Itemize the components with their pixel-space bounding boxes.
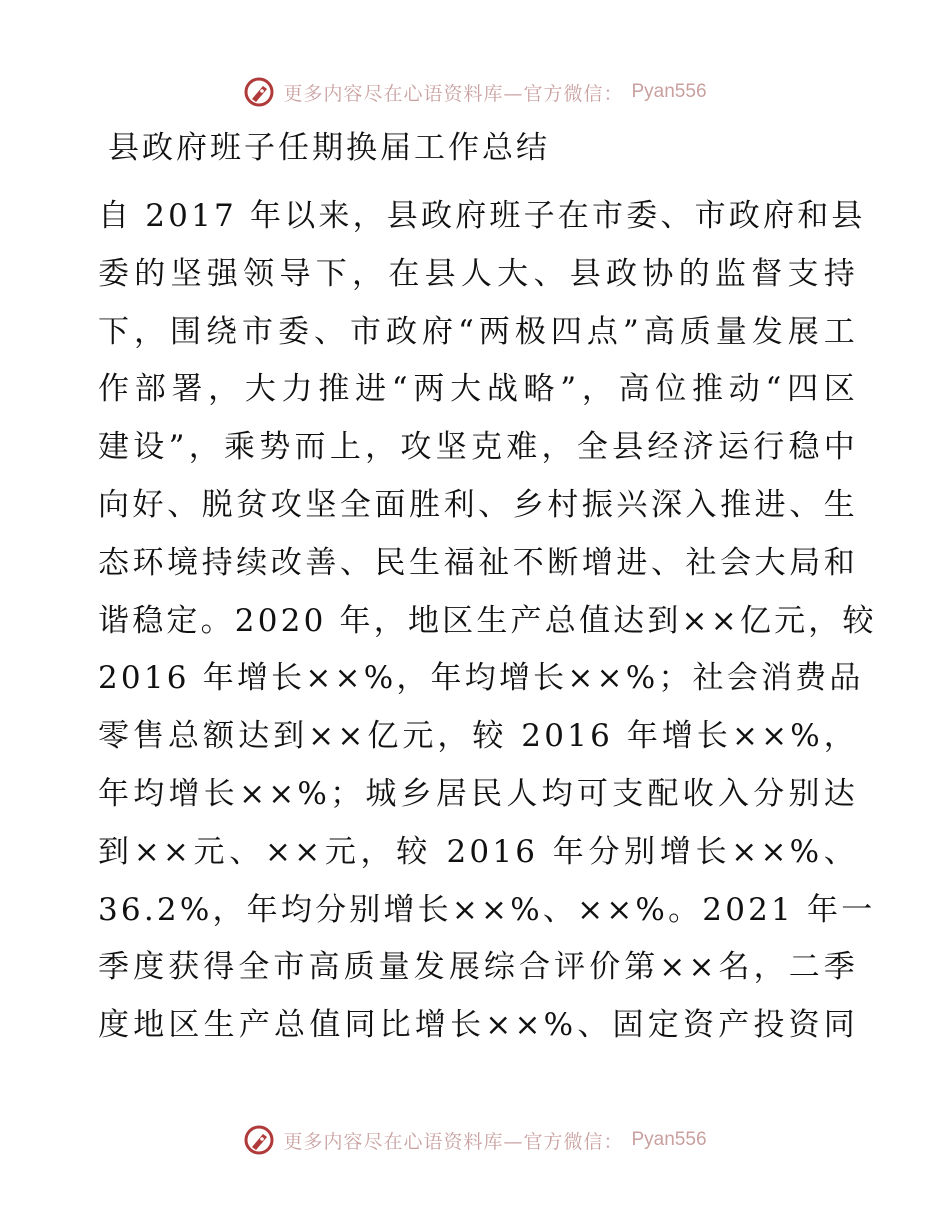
watermark-wechat-id: Pyan556 xyxy=(631,1129,707,1150)
watermark-text: 更多内容尽在心语资料库—官方微信： xyxy=(283,1130,624,1153)
body-line: 36.2%，年均分别增长××%、××%。2021 年一 xyxy=(98,891,876,928)
body-line: 2016 年增长××%，年均增长××%；社会消费品 xyxy=(98,660,864,697)
document-body xyxy=(98,188,877,1055)
body-line: 季度获得全市高质量发展综合评价第××名，二季 xyxy=(98,949,858,986)
header-watermark xyxy=(0,72,950,112)
body-line: 度地区生产总值同比增长××%、固定资产投资同 xyxy=(98,1007,858,1044)
body-line: 建设”，乘势而上，攻坚克难，全县经济运行稳中 xyxy=(98,429,858,466)
body-line: 到××元、××元，较 2016 年分别增长××%、 xyxy=(98,833,858,870)
footer-watermark xyxy=(0,1120,950,1160)
body-line: 下，围绕市委、市政府“两极四点”高质量发展工 xyxy=(98,313,858,350)
body-line: 向好、脱贫攻坚全面胜利、乡村振兴深入推进、生 xyxy=(98,486,858,523)
body-line: 态环境持续改善、民生福祉不断增进、社会大局和 xyxy=(98,544,858,581)
watermark-wechat-id: Pyan556 xyxy=(631,81,707,102)
body-line: 年均增长××%；城乡居民人均可支配收入分别达 xyxy=(98,775,858,812)
body-line: 谐稳定。2020 年，地区生产总值达到××亿元，较 xyxy=(98,602,877,639)
pen-nib-circle-icon xyxy=(243,1124,275,1156)
body-line: 委的坚强领导下，在县人大、县政协的监督支持 xyxy=(98,255,858,292)
body-line: 零售总额达到××亿元，较 2016 年增长××%， xyxy=(98,718,858,755)
body-line: 作部署，大力推进“两大战略”，高位推动“四区 xyxy=(98,371,858,408)
document-title: 县政府班子任期换届工作总结 xyxy=(108,130,550,166)
watermark-text: 更多内容尽在心语资料库—官方微信： xyxy=(283,82,624,105)
body-line: 自 2017 年以来，县政府班子在市委、市政府和县 xyxy=(98,198,866,234)
pen-nib-circle-icon xyxy=(243,76,275,108)
